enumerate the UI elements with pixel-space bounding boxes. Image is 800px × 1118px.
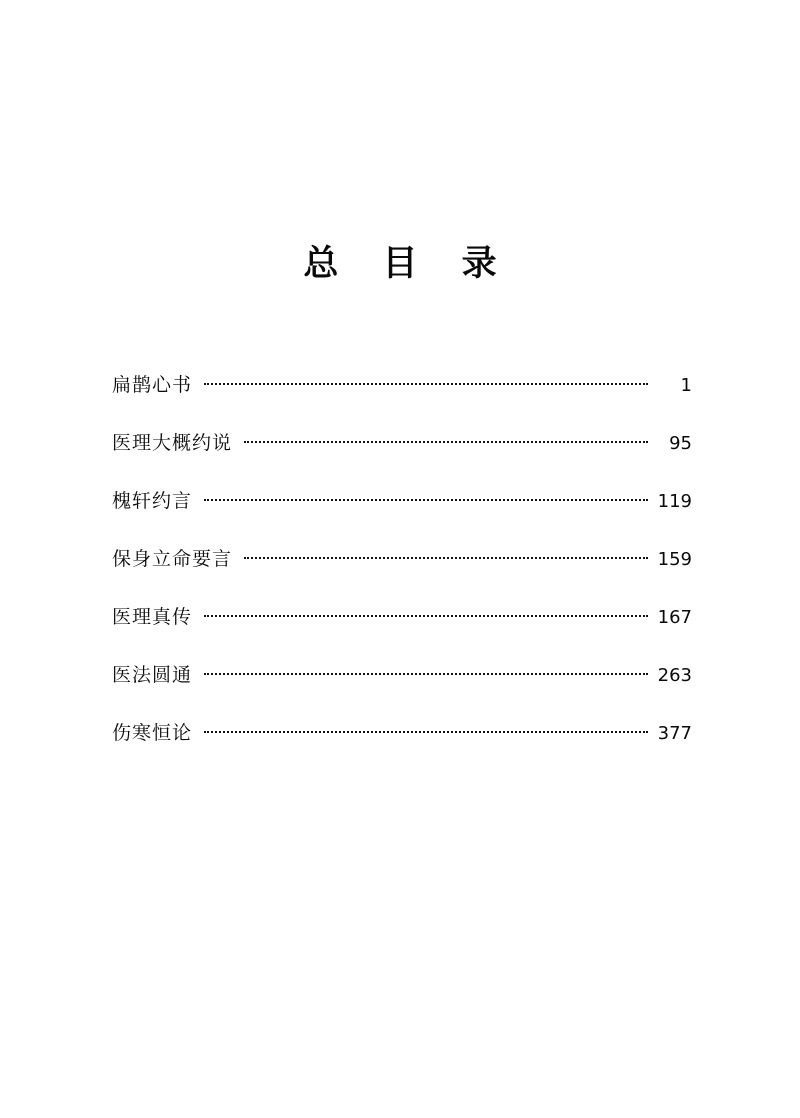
toc-entry-label: 医法圆通: [112, 664, 193, 686]
toc-entry-page: 159: [657, 549, 692, 570]
leader-dots: [204, 372, 648, 391]
leader-dots: [204, 604, 648, 623]
toc-entry-page: 377: [657, 723, 692, 744]
toc-entry-label: 伤寒恒论: [112, 722, 193, 744]
list-item[interactable]: [112, 370, 692, 428]
list-item[interactable]: [112, 660, 692, 718]
leader-dots: [204, 662, 648, 681]
toc-entry-page: 95: [669, 433, 692, 454]
list-item[interactable]: [112, 602, 692, 660]
list-item[interactable]: [112, 544, 692, 602]
leader-dots: [204, 488, 648, 507]
list-item[interactable]: [112, 718, 692, 776]
table-of-contents: [112, 370, 692, 776]
toc-entry-label: 扁鹊心书: [112, 374, 193, 396]
toc-entry-page: 263: [657, 665, 692, 686]
toc-entry-page: 167: [657, 607, 692, 628]
toc-entry-page: 119: [657, 491, 692, 512]
leader-dots: [244, 430, 648, 449]
toc-entry-label: 槐轩约言: [112, 490, 193, 512]
toc-entry-label: 保身立命要言: [112, 548, 233, 570]
page-title: 总 目 录: [303, 244, 513, 284]
leader-dots: [204, 720, 648, 739]
leader-dots: [244, 546, 648, 565]
toc-entry-page: 1: [680, 375, 692, 396]
toc-entry-label: 医理大概约说: [112, 432, 233, 454]
list-item[interactable]: [112, 486, 692, 544]
toc-entry-label: 医理真传: [112, 606, 193, 628]
list-item[interactable]: [112, 428, 692, 486]
